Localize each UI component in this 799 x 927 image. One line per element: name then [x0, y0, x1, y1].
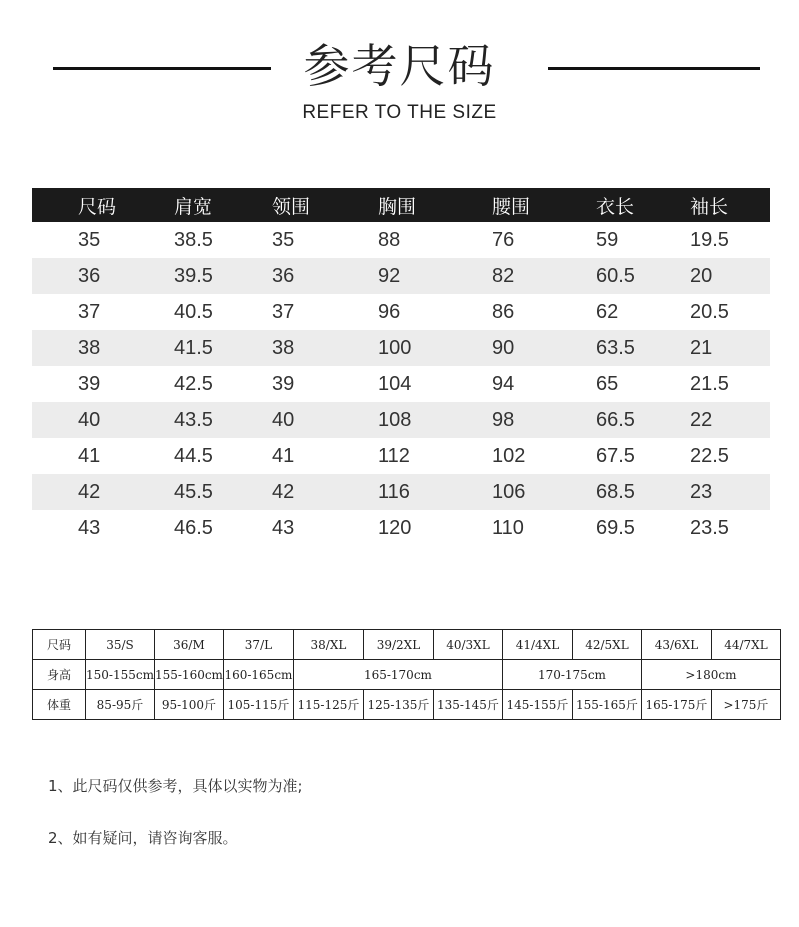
table-row [32, 510, 770, 546]
reference-row-weight [33, 690, 781, 720]
reference-weight-cell: 155-165斤 [572, 690, 641, 720]
reference-weight-cell: >175斤 [711, 690, 780, 720]
cell-size: 35 [78, 228, 101, 251]
cell-length: 66.5 [596, 408, 635, 431]
cell-chest: 116 [378, 480, 410, 503]
cell-size: 38 [78, 336, 101, 359]
cell-shoulder: 40.5 [174, 300, 213, 323]
row-label-size: 尺码 [33, 630, 86, 660]
table-row [32, 474, 770, 510]
size-chart-table [32, 188, 770, 546]
reference-size-cell: 44/7XL [711, 630, 780, 660]
reference-size-cell: 38/XL [293, 630, 363, 660]
reference-weight-cell: 135-145斤 [433, 690, 502, 720]
cell-waist: 76 [492, 228, 515, 251]
table-row [32, 330, 770, 366]
cell-size: 42 [78, 480, 101, 503]
table-row [32, 258, 770, 294]
reference-size-cell: 39/2XL [363, 630, 433, 660]
reference-height-cell: >180cm [641, 660, 780, 690]
cell-sleeve: 22.5 [690, 444, 729, 467]
cell-sleeve: 20 [690, 264, 713, 287]
cell-length: 59 [596, 228, 619, 251]
header-sleeve: 袖长 [690, 195, 729, 218]
reference-weight-cell: 95-100斤 [154, 690, 223, 720]
cell-sleeve: 21 [690, 336, 713, 359]
table-row [32, 222, 770, 258]
cell-shoulder: 41.5 [174, 336, 213, 359]
cell-sleeve: 20.5 [690, 300, 729, 323]
cell-waist: 82 [492, 264, 515, 287]
cell-collar: 42 [272, 480, 295, 503]
cell-collar: 41 [272, 444, 295, 467]
reference-height-cell: 165-170cm [293, 660, 502, 690]
reference-weight-cell: 115-125斤 [293, 690, 363, 720]
table-row [32, 402, 770, 438]
reference-height-cell: 155-160cm [154, 660, 223, 690]
reference-weight-cell: 165-175斤 [641, 690, 711, 720]
row-label-weight: 体重 [33, 690, 86, 720]
cell-sleeve: 19.5 [690, 228, 729, 251]
cell-length: 67.5 [596, 444, 635, 467]
cell-chest: 104 [378, 372, 412, 395]
reference-height-cell: 150-155cm [86, 660, 155, 690]
cell-chest: 100 [378, 336, 412, 359]
reference-size-cell: 42/5XL [572, 630, 641, 660]
cell-shoulder: 42.5 [174, 372, 213, 395]
reference-weight-cell: 105-115斤 [223, 690, 293, 720]
cell-sleeve: 21.5 [690, 372, 729, 395]
cell-collar: 39 [272, 372, 295, 395]
cell-length: 65 [596, 372, 619, 395]
page-title: 参考尺码 [303, 39, 496, 93]
reference-size-cell: 36/M [154, 630, 223, 660]
reference-weight-cell: 145-155斤 [502, 690, 572, 720]
cell-shoulder: 46.5 [174, 516, 213, 539]
cell-chest: 108 [378, 408, 412, 431]
cell-chest: 120 [378, 516, 412, 539]
cell-length: 69.5 [596, 516, 635, 539]
cell-shoulder: 44.5 [174, 444, 213, 467]
cell-length: 68.5 [596, 480, 635, 503]
cell-size: 43 [78, 516, 101, 539]
cell-length: 63.5 [596, 336, 635, 359]
cell-chest: 112 [378, 444, 410, 467]
cell-size: 36 [78, 264, 101, 287]
cell-sleeve: 23 [690, 480, 713, 503]
cell-waist: 86 [492, 300, 515, 323]
header-collar: 领围 [272, 195, 311, 218]
table-row [32, 294, 770, 330]
cell-waist: 98 [492, 408, 515, 431]
cell-collar: 43 [272, 516, 295, 539]
cell-chest: 96 [378, 300, 401, 323]
cell-waist: 94 [492, 372, 515, 395]
reference-height-cell: 170-175cm [502, 660, 641, 690]
table-row [32, 438, 770, 474]
cell-collar: 38 [272, 336, 295, 359]
reference-row-size [33, 630, 781, 660]
row-label-height: 身高 [33, 660, 86, 690]
reference-height-cell: 160-165cm [223, 660, 293, 690]
reference-size-cell: 40/3XL [433, 630, 502, 660]
reference-weight-cell: 125-135斤 [363, 690, 433, 720]
header-shoulder: 肩宽 [174, 195, 213, 218]
cell-collar: 37 [272, 300, 295, 323]
reference-size-cell: 43/6XL [641, 630, 711, 660]
cell-collar: 40 [272, 408, 295, 431]
cell-collar: 35 [272, 228, 295, 251]
cell-waist: 90 [492, 336, 515, 359]
cell-size: 37 [78, 300, 101, 323]
size-chart-body [32, 222, 770, 546]
cell-collar: 36 [272, 264, 295, 287]
reference-weight-cell: 85-95斤 [86, 690, 155, 720]
cell-shoulder: 43.5 [174, 408, 213, 431]
cell-waist: 110 [492, 516, 524, 539]
cell-size: 41 [78, 444, 101, 467]
reference-row-height [33, 660, 781, 690]
cell-length: 62 [596, 300, 619, 323]
cell-waist: 106 [492, 480, 526, 503]
header-waist: 腰围 [492, 195, 531, 218]
header-length: 衣长 [596, 195, 635, 218]
cell-size: 39 [78, 372, 101, 395]
page-subtitle: REFER TO THE SIZE [302, 102, 497, 123]
header-size: 尺码 [78, 195, 117, 218]
reference-size-cell: 41/4XL [502, 630, 572, 660]
table-row [32, 366, 770, 402]
reference-size-cell: 37/L [223, 630, 293, 660]
cell-shoulder: 38.5 [174, 228, 213, 251]
cell-length: 60.5 [596, 264, 635, 287]
cell-shoulder: 45.5 [174, 480, 213, 503]
size-chart-header [32, 188, 770, 222]
reference-size-cell: 35/S [86, 630, 155, 660]
cell-chest: 92 [378, 264, 401, 287]
note-reference-only: 1、此尺码仅供参考，具体以实物为准; [48, 777, 303, 795]
cell-sleeve: 22 [690, 408, 713, 431]
cell-size: 40 [78, 408, 101, 431]
note-contact-support: 2、如有疑问，请咨询客服。 [48, 829, 238, 847]
cell-sleeve: 23.5 [690, 516, 729, 539]
header-chest: 胸围 [378, 195, 417, 218]
cell-waist: 102 [492, 444, 526, 467]
cell-chest: 88 [378, 228, 401, 251]
body-reference-table [32, 629, 781, 720]
cell-shoulder: 39.5 [174, 264, 213, 287]
